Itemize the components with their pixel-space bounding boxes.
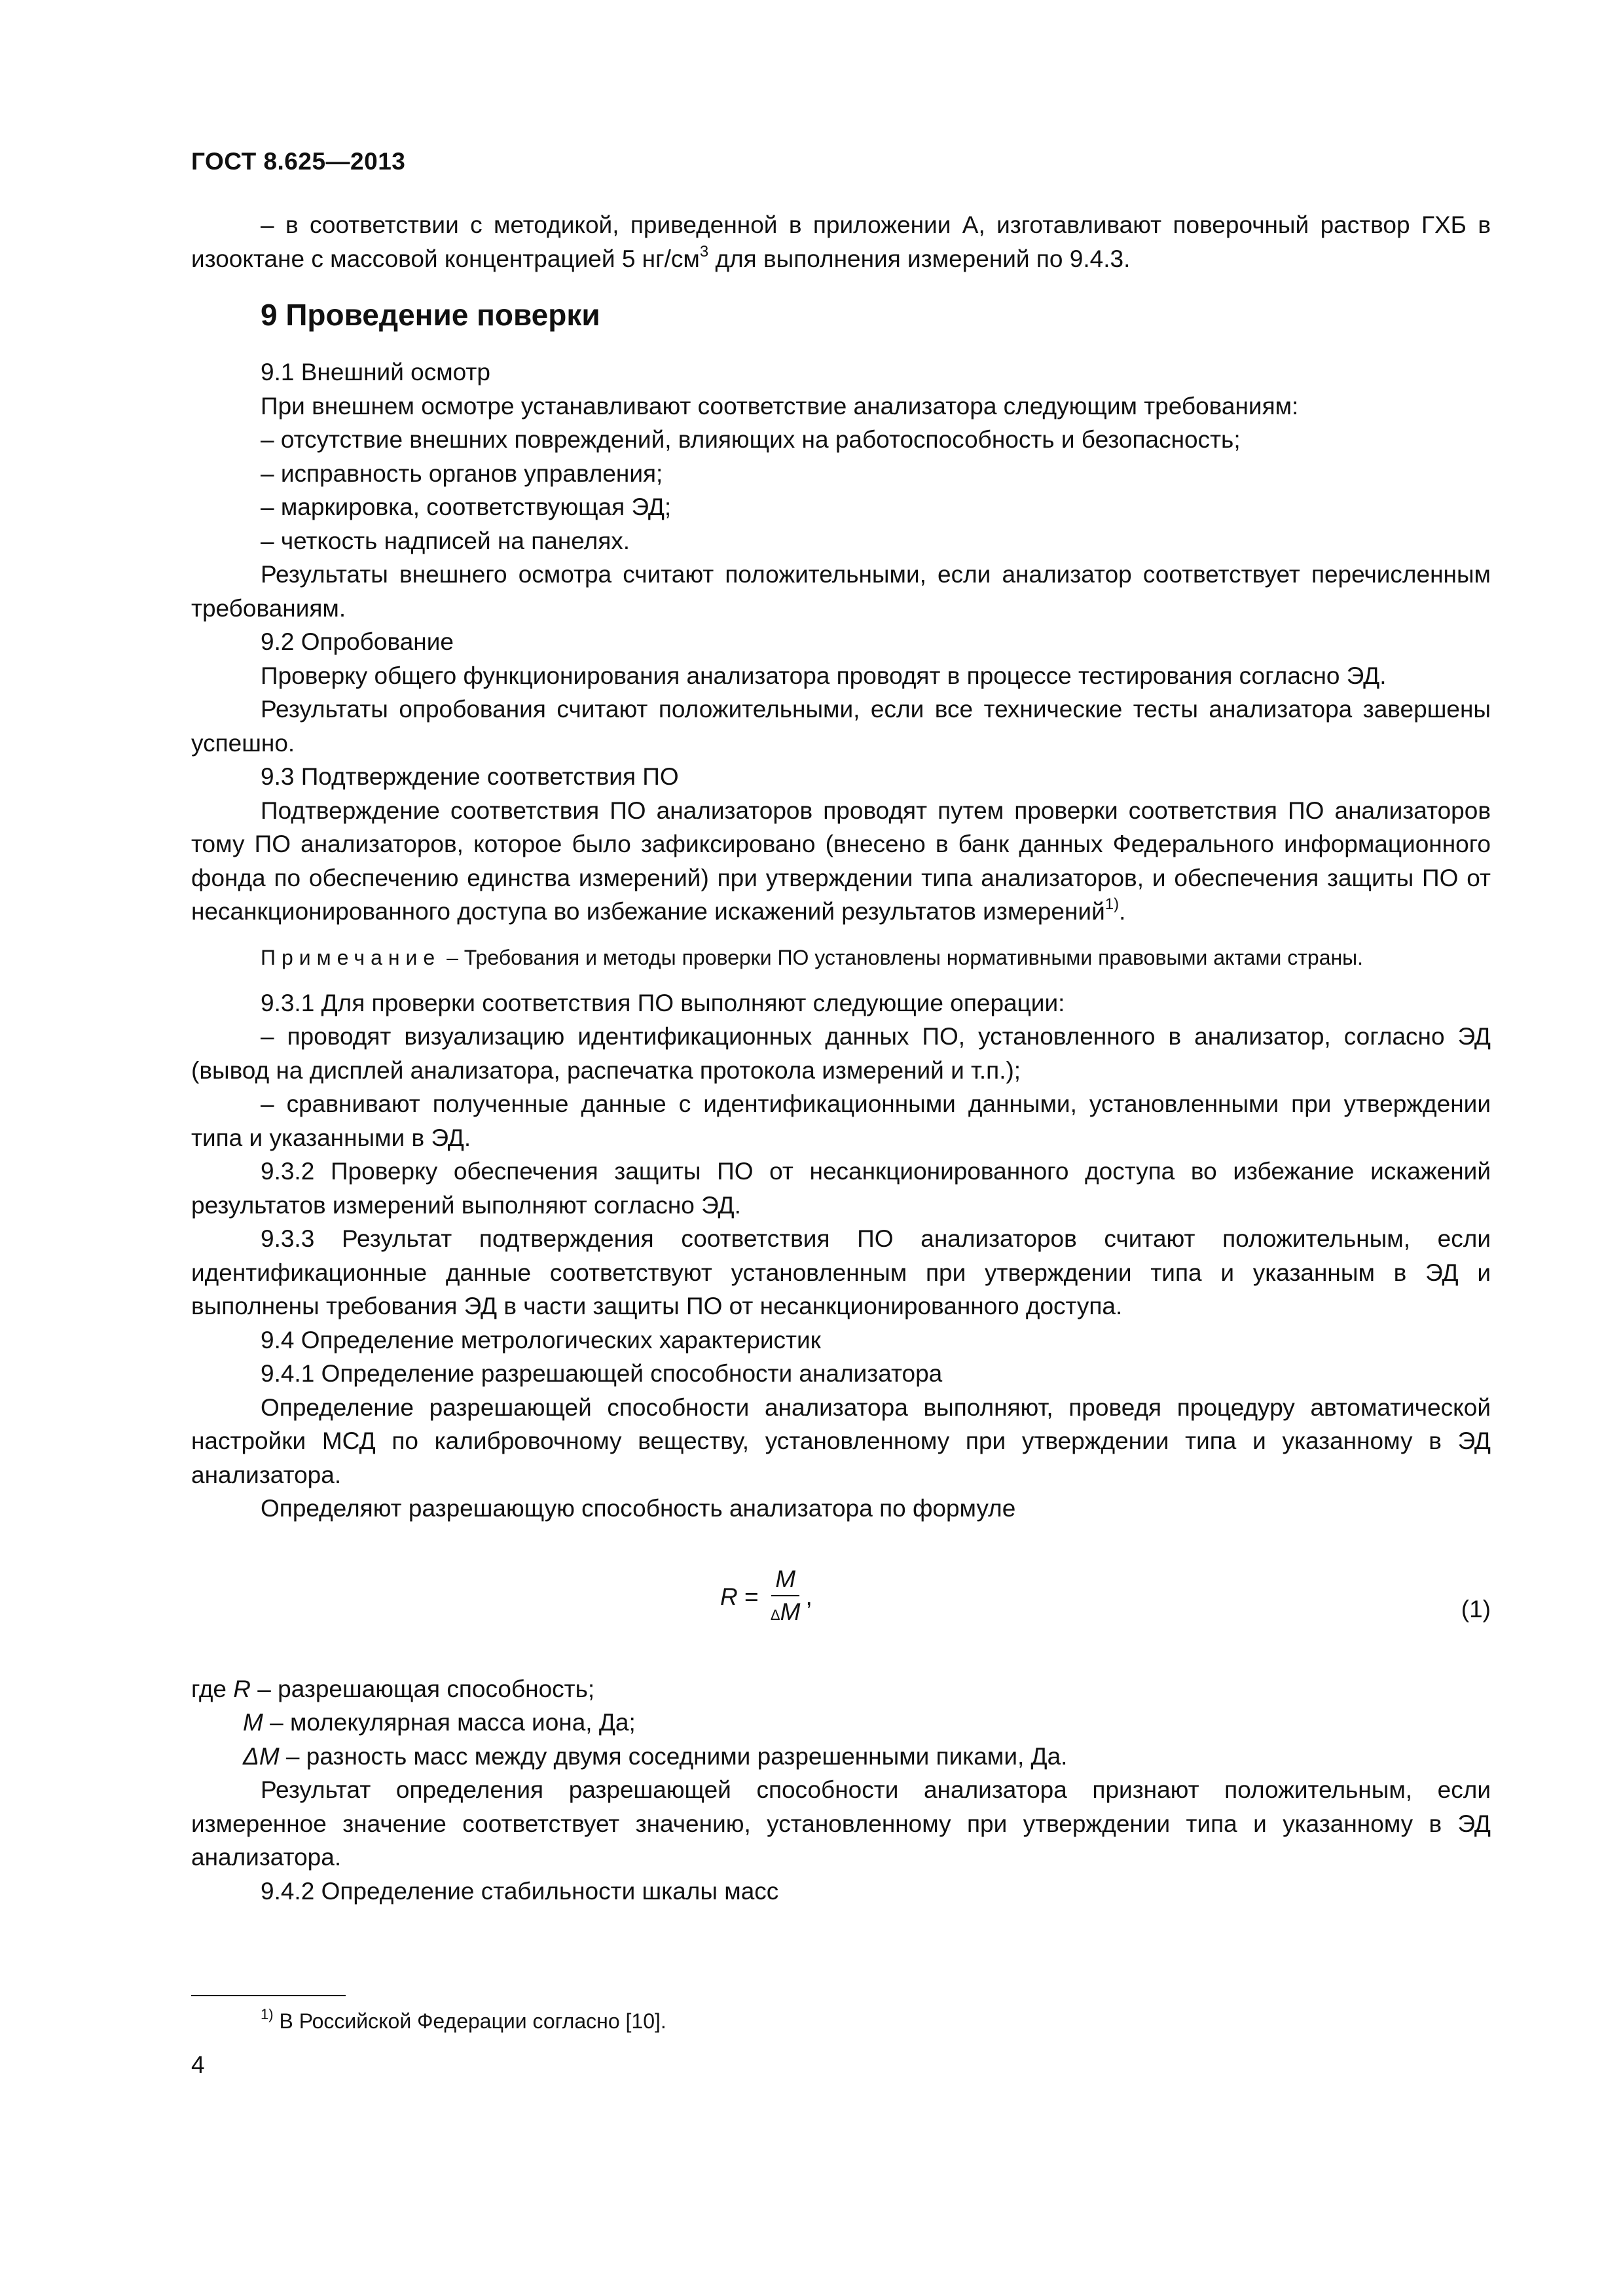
where-word: где (191, 1675, 234, 1702)
symbol-r: R (233, 1675, 251, 1702)
definition-text: – молекулярная масса иона, Да; (263, 1709, 636, 1736)
definition-m (191, 1706, 1491, 1740)
definition-text: – разность масс между двумя соседними разрешенными пиками, Да. (279, 1742, 1068, 1770)
formula (720, 1564, 812, 1631)
footnote (261, 2007, 666, 2036)
list-item: – четкость надписей на панелях. (261, 527, 630, 554)
paragraph: 9.3.3 Результат подтверждения соответствия ПО анализаторов считают положительным, если идентификационные данные соответствуют установленным при утверждении типа и указанным в ЭД и выполнены требования ЭД в части защиты ПО от несанкционированного доступа. (191, 1225, 1491, 1319)
subsection-title: 9.3 Подтверждение соответствия ПО (261, 763, 679, 790)
document-body (191, 208, 1491, 1908)
intro-paragraph (191, 208, 1491, 276)
footnote-reference: 1) (1104, 895, 1120, 913)
paragraph: Проверку общего функционирования анализатора проводят в процессе тестирования согласно ЭД. (261, 662, 1387, 689)
paragraph-text-end: . (1119, 898, 1126, 925)
list-item: – сравнивают полученные данные с идентификационными данными, установленными при утверждении типа и указанными в ЭД. (191, 1090, 1491, 1151)
document-header: ГОСТ 8.625—2013 (191, 148, 406, 175)
paragraph: При внешнем осмотре устанавливают соответствие анализатора следующим требованиям: (261, 392, 1299, 420)
paragraph-text: Подтверждение соответствия ПО анализаторов проводят путем проверки соответствия ПО анализаторов тому ПО анализаторов, которое было зафиксировано (внесено в банк данных Федерального информационного фонда по обеспечению единства измерений) при утверждении типа анализаторов, и обеспечения защиты ПО от несанкционированного доступа во избежание искажений результатов измерений (191, 797, 1491, 925)
equation-number: (1) (1461, 1595, 1491, 1623)
paragraph: 9.3.1 Для проверки соответствия ПО выполняют следующие операции: (261, 989, 1065, 1016)
formula-fraction (771, 1564, 801, 1631)
subsection-title: 9.2 Опробование (261, 628, 454, 655)
footnote-separator (191, 1995, 346, 1996)
footnote-mark: 1) (261, 2006, 274, 2022)
list-item: – исправность органов управления; (261, 459, 663, 487)
delta-symbol: Δ (770, 1606, 780, 1623)
formula-equals: = (737, 1583, 765, 1611)
definition-dm (191, 1740, 1491, 1774)
footnote-text: В Российской Федерации согласно [10]. (273, 2009, 666, 2033)
paragraph: 9.3.2 Проверку обеспечения защиты ПО от несанкционированного доступа во избежание искажений результатов измерений выполняют согласно ЭД. (191, 1158, 1491, 1219)
paragraph: Результаты внешнего осмотра считают положительными, если анализатор соответствует перечисленным требованиям. (191, 561, 1491, 622)
intro-text: – в соответствии с методикой, приведенной в приложении А, изготавливают поверочный раствор ГХБ в изооктане с массовой концентрацией 5 нг/см (191, 211, 1491, 272)
list-item: – маркировка, соответствующая ЭД; (261, 493, 672, 520)
paragraph: Результаты опробования считают положительными, если все технические тесты анализатора завершены успешно. (191, 696, 1491, 757)
paragraph (191, 794, 1491, 929)
note (191, 943, 1491, 972)
formula-numerator: M (771, 1564, 799, 1596)
paragraph: Определение разрешающей способности анализатора выполняют, проведя процедуру автоматической настройки МСД по калибровочному веществу, установленному при утверждении типа и указанному в ЭД анализатора. (191, 1393, 1491, 1488)
page-number: 4 (191, 2051, 205, 2078)
formula-comma: , (805, 1583, 812, 1611)
paragraph: Результат определения разрешающей способности анализатора признают положительным, если измеренное значение соответствует значению, установленному при утверждении типа и указанному в ЭД анализатора. (191, 1776, 1491, 1871)
list-item: – отсутствие внешних повреждений, влияющих на работоспособность и безопасность; (261, 426, 1241, 453)
symbol-delta-m: ΔM (243, 1742, 280, 1770)
formula-block (191, 1557, 1491, 1655)
subsection-title: 9.4 Определение метрологических характеристик (261, 1326, 821, 1354)
note-label: Примечание (261, 945, 441, 969)
definition-r (191, 1672, 1491, 1706)
superscript: 3 (699, 242, 709, 260)
intro-text-end: для выполнения измерений по 9.4.3. (708, 245, 1131, 272)
denominator-variable: M (780, 1598, 801, 1625)
subsection-title: 9.4.1 Определение разрешающей способности анализатора (261, 1360, 943, 1387)
section-heading: 9 Проведение поверки (261, 298, 600, 332)
subsection-title: 9.4.2 Определение стабильности шкалы масс (261, 1877, 779, 1905)
paragraph: Определяют разрешающую способность анализатора по формуле (261, 1495, 1016, 1522)
symbol-m: M (243, 1709, 263, 1736)
formula-lhs: R (720, 1583, 738, 1611)
list-item: – проводят визуализацию идентификационных данных ПО, установленного в анализатор, согласно ЭД (вывод на дисплей анализатора, распечатка протокола измерений и т.п.); (191, 1023, 1491, 1084)
formula-denominator (771, 1596, 801, 1631)
note-text: – Требования и методы проверки ПО установлены нормативными правовыми актами страны. (441, 945, 1364, 969)
subsection-title: 9.1 Внешний осмотр (261, 359, 490, 386)
definition-text: – разрешающая способность; (251, 1675, 595, 1702)
